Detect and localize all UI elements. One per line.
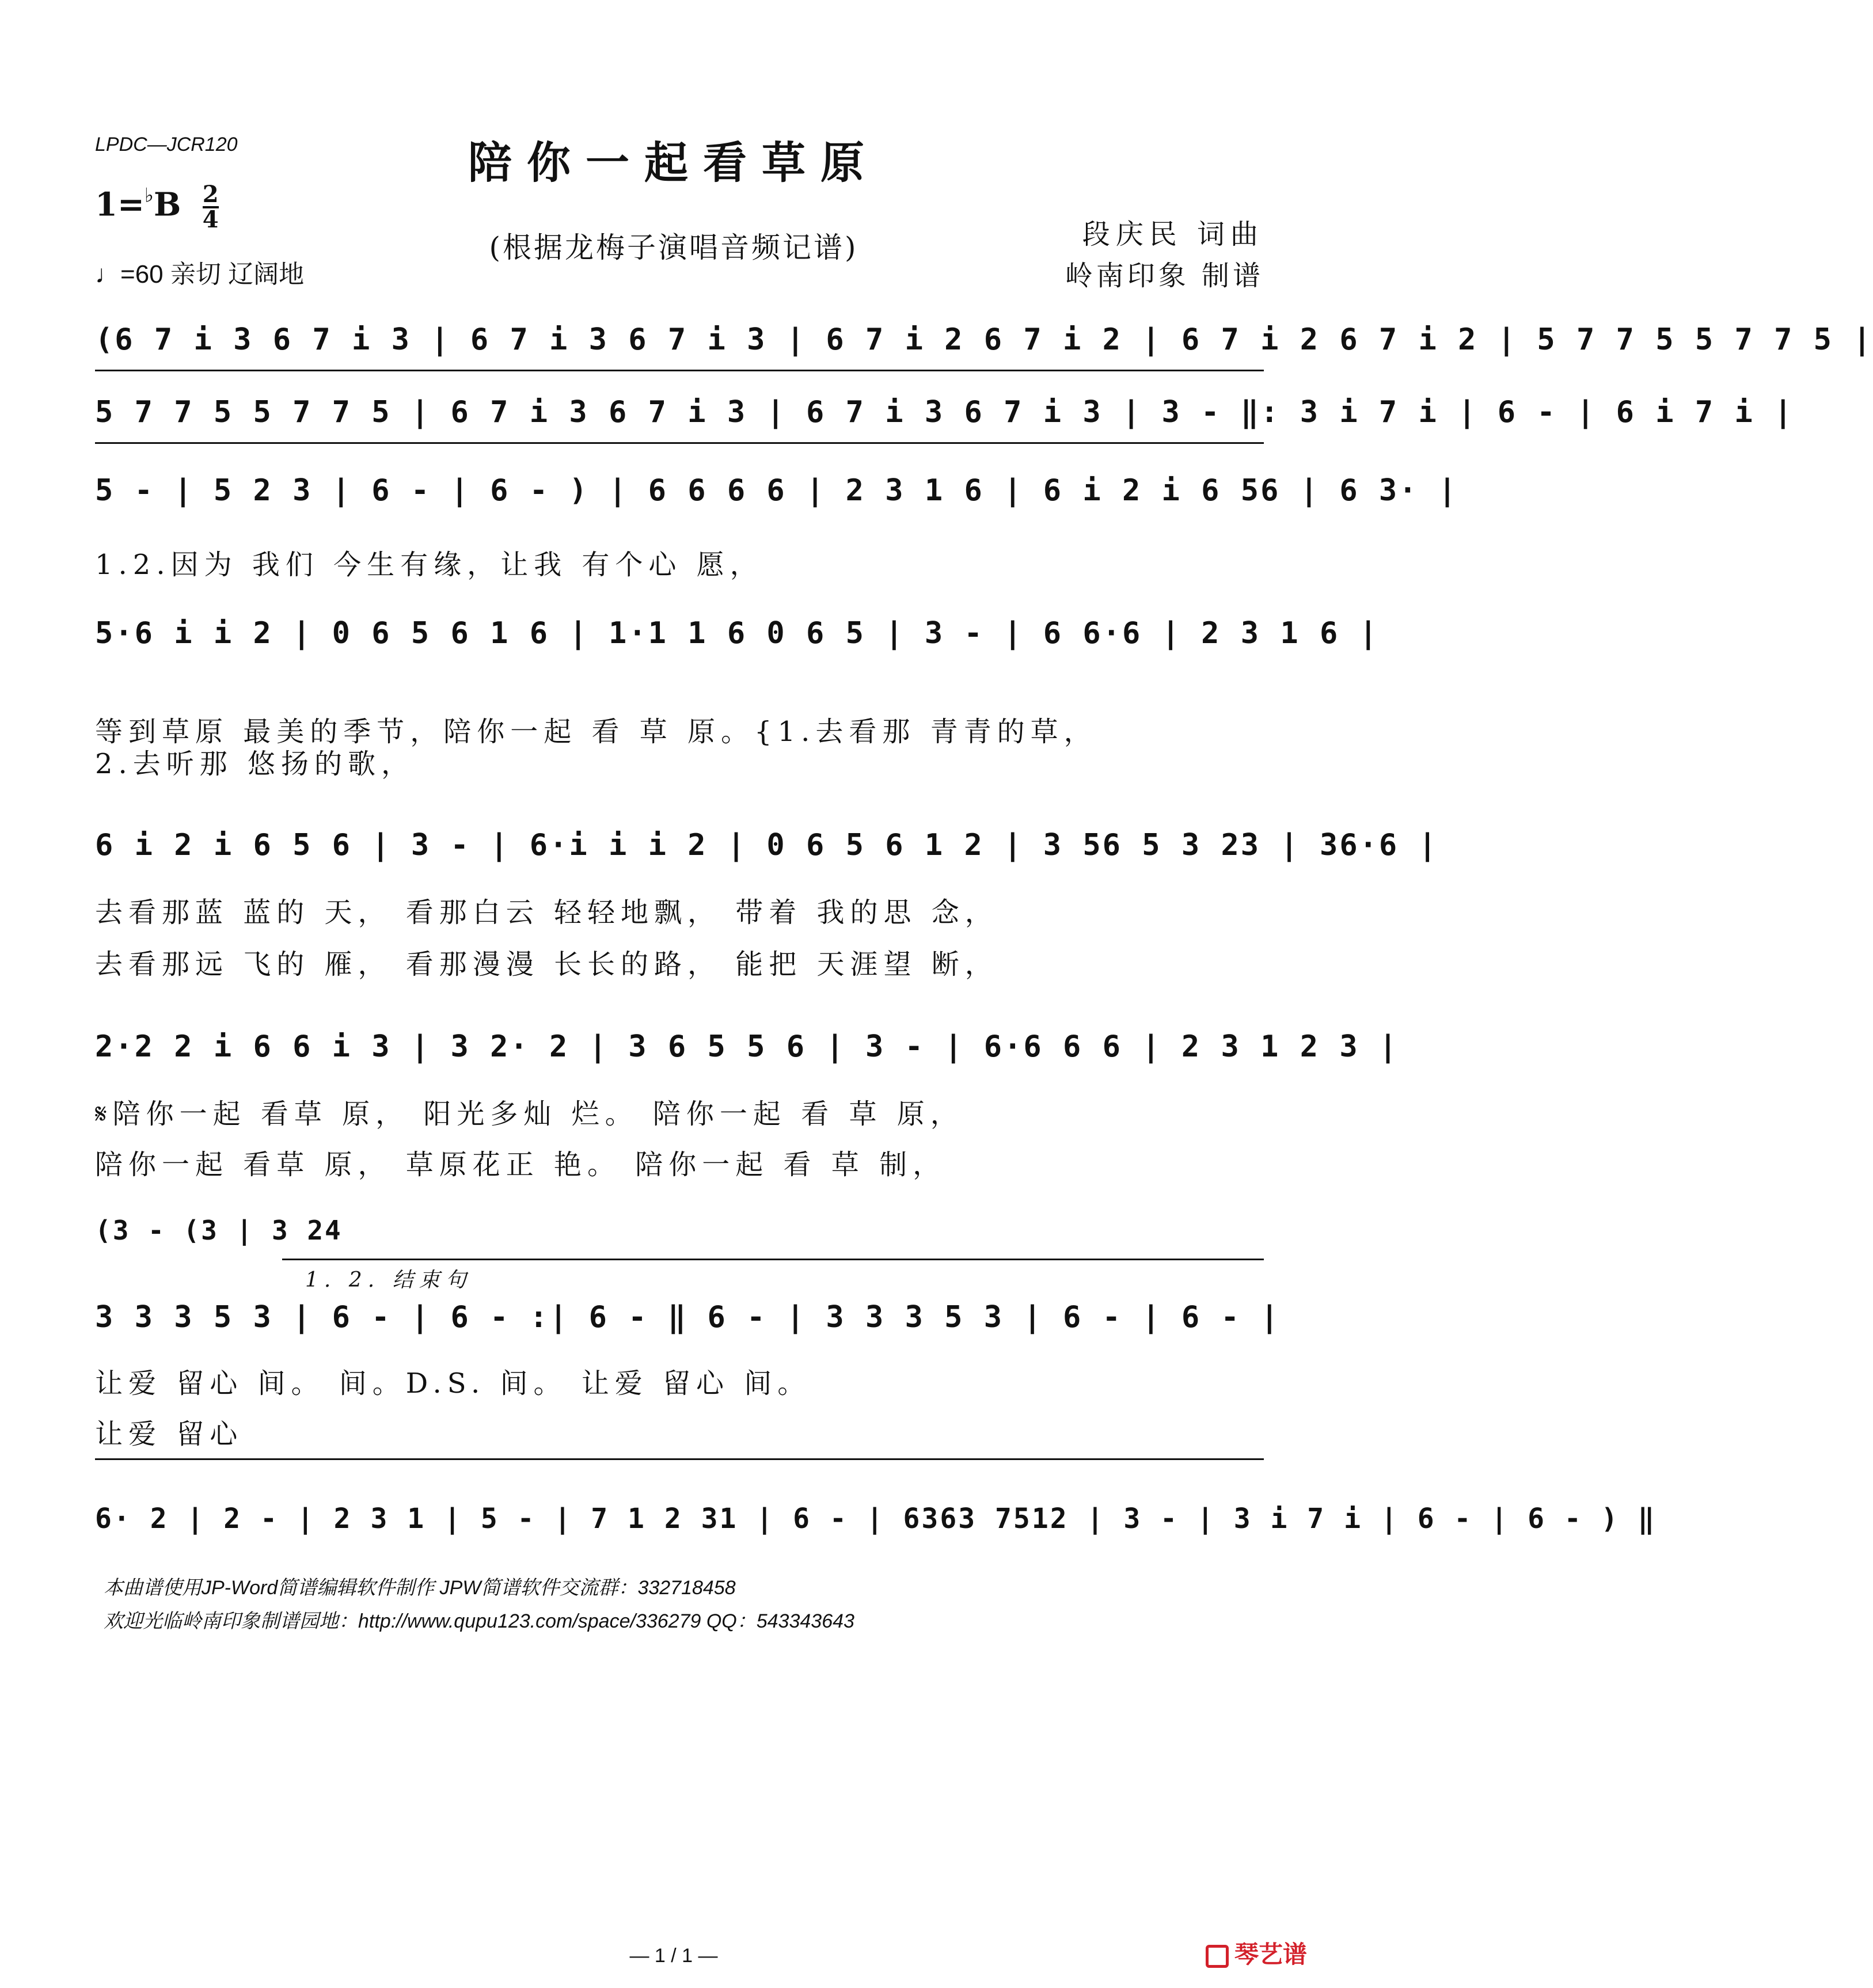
staff-above-notes: (3 - (3 | 3 24: [95, 1215, 343, 1246]
footer-software-note: 本曲谱使用JP-Word简谱编辑软件制作 JPW简谱软件交流群：332718458: [104, 1577, 736, 1599]
volta-endings: 1. 2. 结束句: [305, 1268, 472, 1292]
staff-system-3: 5 - | 5 2 3 | 6 - | 6 - ) | 6 6 6 6 | 2 3 1 6 | 6 i 2 i 6 56 | 6 3· |: [95, 473, 1458, 508]
score-code: LPDC—JCR120: [95, 134, 238, 155]
quarter-note-icon: ♩: [95, 260, 120, 288]
underline: [95, 370, 1264, 371]
key-note: B: [153, 185, 181, 224]
staff-system-7: 3 3 3 5 3 | 6 - | 6 - :| 6 - ‖ 6 - | 3 3 3 5 3 | 6 - | 6 - |: [95, 1300, 1281, 1335]
subtitle: (根据龙梅子演唱音频记谱): [489, 231, 858, 264]
brand-name: 琴艺谱: [1234, 1940, 1307, 1968]
tempo-expression: 亲切 辽阔地: [170, 260, 305, 288]
transcriber: 岭南印象 制谱: [1065, 260, 1264, 292]
flat-sign: ♭: [144, 184, 154, 207]
lyric-line: 1.2.因为 我们 今生有缘，让我 有个心 愿，: [95, 549, 763, 581]
lyric-line: 去看那远 飞的 雁， 看那漫漫 长长的路， 能把 天涯望 断，: [95, 948, 998, 980]
brand-logo: [1206, 1936, 1307, 1970]
staff-system-2: 5 7 7 5 5 7 7 5 | 6 7 i 3 6 7 i 3 | 6 7 i 3 6 7 i 3 | 3 - ‖: 3 i 7 i | 6 - | 6 i 7 i |: [95, 395, 1794, 429]
lyric-line: 让爱 留心 间。 间。D.S. 间。 让爱 留心 间。: [95, 1367, 811, 1400]
lyric-line: 𝄋陪你一起 看草 原， 阳光多灿 烂。 陪你一起 看 草 原，: [95, 1098, 964, 1130]
lyric-line: 2.去听那 悠扬的歌，: [95, 748, 415, 780]
lyricist-composer: 段庆民 词曲: [1082, 218, 1264, 250]
lyric-line: 去看那蓝 蓝的 天， 看那白云 轻轻地飘， 带着 我的思 念，: [95, 896, 998, 929]
staff-system-8: 6· 2 | 2 - | 2 3 1 | 5 - | 7 1 2 31 | 6 - | 6363 7512 | 3 - | 3 i 7 i | 6 - | 6 - ) ‖: [95, 1503, 1657, 1535]
lyric-line: 等到草原 最美的季节，陪你一起 看 草 原。{1.去看那 青青的草，: [95, 716, 1097, 748]
page-number: — 1 / 1 —: [629, 1945, 718, 1967]
key-prefix: 1=: [95, 185, 145, 224]
meter-top: 2: [202, 181, 219, 208]
staff-system-4: 5·6 i i 2 | 0 6 5 6 1 6 | 1·1 1 6 0 6 5 | 3 - | 6 6·6 | 2 3 1 6 |: [95, 616, 1379, 651]
volta-bracket: [282, 1259, 1264, 1260]
brand-icon: [1206, 1945, 1229, 1968]
lyric-line: 让爱 留心: [95, 1418, 244, 1450]
staff-system-5: 6 i 2 i 6 5 6 | 3 - | 6·i i i 2 | 0 6 5 6 1 2 | 3 56 5 3 23 | 36·6 |: [95, 828, 1438, 862]
meter-bottom: 4: [202, 206, 219, 233]
staff-system-6: 2·2 2 i 6 6 i 3 | 3 2· 2 | 3 6 5 5 6 | 3 - | 6·6 6 6 | 2 3 1 2 3 |: [95, 1029, 1399, 1064]
underline: [95, 442, 1264, 444]
staff-system-1: (6 7 i 3 6 7 i 3 | 6 7 i 3 6 7 i 3 | 6 7 i 2 6 7 i 2 | 6 7 i 2 6 7 i 2 | 5 7 7 5 5 7 7 5 |: [95, 322, 1873, 357]
section-divider: [95, 1458, 1264, 1460]
footer-website: 欢迎光临岭南印象制谱园地：http://www.qupu123.com/space/336279 QQ：543343643: [104, 1610, 854, 1632]
tempo-value: =60: [120, 260, 164, 288]
lyric-line: 陪你一起 看草 原， 草原花正 艳。 陪你一起 看 草 制，: [95, 1149, 947, 1181]
page-title: 陪你一起看草原: [468, 137, 879, 188]
